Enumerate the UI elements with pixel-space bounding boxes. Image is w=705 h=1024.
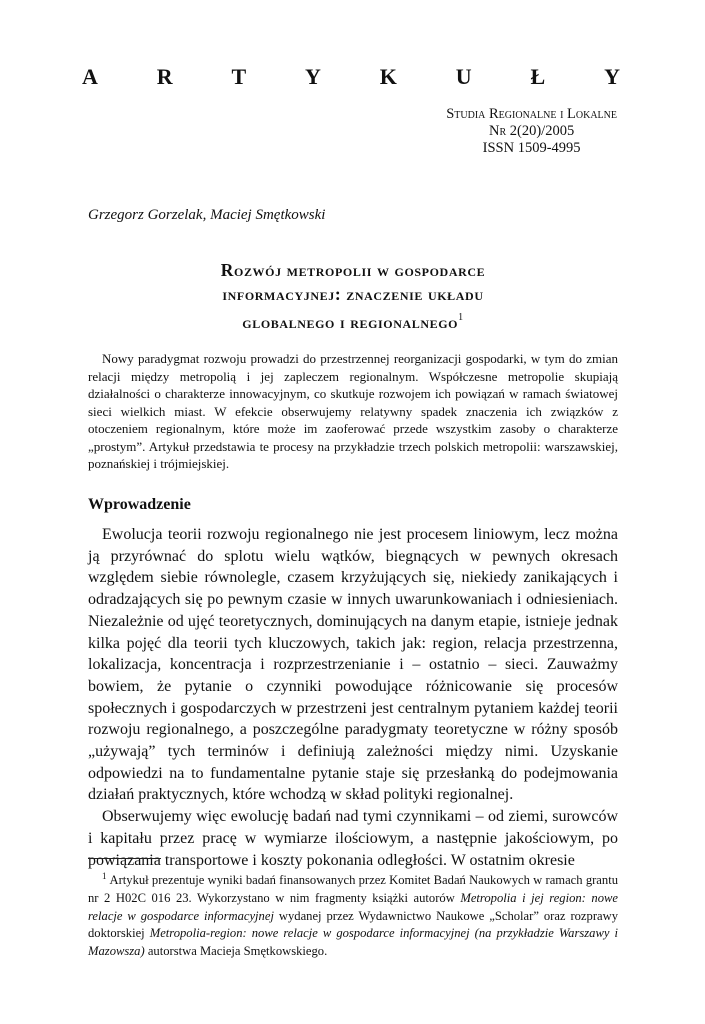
footnote	[88, 868, 618, 961]
section-header-letter: Y	[604, 64, 620, 89]
paragraph: Ewolucja teorii rozwoju regionalnego nie jest procesem liniowym, lecz można ją przyrównać do splotu wielu wątków, biegnących w pewnych okresach względem siebie równolegle, czasem krzyżujących się, niekiedy zanikających i odradzających się po pewnym czasie w innych uwarunkowaniach i odniesieniach. Niezależnie od ujęć teoretycznych, dominujących na danym etapie, istnieje jednak kilka pojęć dla teorii tych kluczowych, takich jak: region, relacja przestrzenna, lokalizacja, koncentracja i rozprzestrzenianie i – ostatnio – sieci. Zauważmy bowiem, że pytanie o czynniki powodujące różnicowanie się procesów społecznych i gospodarczych w przestrzeni jest centralnym pytaniem każdej teorii rozwoju regionalnego, a poszczególne paradygmaty teoretyczne w różny sposób „używają” tych terminów i definiują zależności między nimi. Uzyskanie odpowiedzi na to fundamentalne pytanie staje się przesłanką do podejmowania działań praktycznych, które wchodzą w skład polityki regionalnej.	[88, 526, 618, 804]
title-line: Rozwój metropolii w gospodarce	[220, 260, 486, 280]
title-footnote-mark[interactable]: 1	[458, 312, 464, 323]
authors: Grzegorz Gorzelak, Maciej Smętkowski	[88, 207, 326, 223]
journal-issue: Nr 2(20)/2005	[489, 123, 575, 139]
footnote-text: wydanej przez Wydawnictwo Naukowe „Scholar” oraz rozprawy doktorskiej	[88, 908, 618, 941]
footnote-mark: 1	[102, 871, 107, 881]
paragraph: Obserwujemy więc ewolucję badań nad tymi czynnikami – od ziemi, surowców i kapitału przez pracę w wymiarze ilościowym, a następnie jakościowym, po powiązania transportowe i koszty pokonania odległości. W ostatnim okresie	[88, 808, 618, 869]
title-line: globalnego i regionalnego	[242, 312, 459, 332]
footnote-text: Artykuł prezentuje wyniki badań finansowanych przez Komitet Badań Naukowych w ramach grantu nr 2 H02C 016 23. Wykorzystano w nim fragmenty książki autorów	[88, 873, 618, 905]
abstract: Nowy paradygmat rozwoju prowadzi do przestrzennej reorganizacji gospodarki, w tym do zmian relacji między metropolią i jej zapleczem regionalnym. Współczesne metropolie skupiają działalności o charakterze innowacyjnym, co skutkuje rozwojem ich powiązań w ramach światowej sieci wielkich miast. W efekcie obserwujemy relatywny spadek znaczenia ich związków z otoczeniem regionalnym, które może im zaoferować przede wszystkim zasoby o charakterze „prostym”. Artykuł przedstawia te procesy na przykładzie trzech polskich metropolii: warszawskiej, poznańskiej i trójmiejskiej.	[88, 351, 618, 471]
body-text	[88, 524, 618, 871]
section-header-letter: T	[231, 64, 247, 89]
section-header-letter: K	[379, 64, 397, 89]
title-line-last	[88, 306, 618, 334]
footnote-thesis-title: Metropolia-region: nowe relacje w gospodarce informacyjnej (na przykładzie Warszawy i Mazowsza)	[88, 926, 618, 959]
footnote-text: autorstwa Macieja Smętkowskiego.	[144, 944, 328, 959]
title-line: informacyjnej: znaczenie układu	[222, 284, 484, 304]
journal-info	[446, 106, 617, 157]
section-header-letter: Y	[305, 64, 321, 89]
section-header	[82, 64, 620, 90]
footnote-book-title: Metropolia i jej region: nowe relacje w gospodarce informacyjnej	[88, 890, 618, 923]
journal-name: Studia Regionalne i Lokalne	[446, 106, 617, 122]
article-title	[88, 258, 618, 334]
footnote-divider	[88, 858, 161, 859]
section-header-letter: Ł	[530, 64, 546, 89]
section-header-letter: R	[156, 64, 173, 89]
section-header-letter: A	[82, 64, 98, 89]
journal-issn: ISSN 1509-4995	[482, 140, 581, 156]
section-heading: Wprowadzenie	[88, 496, 191, 513]
section-header-letter: U	[455, 64, 472, 89]
